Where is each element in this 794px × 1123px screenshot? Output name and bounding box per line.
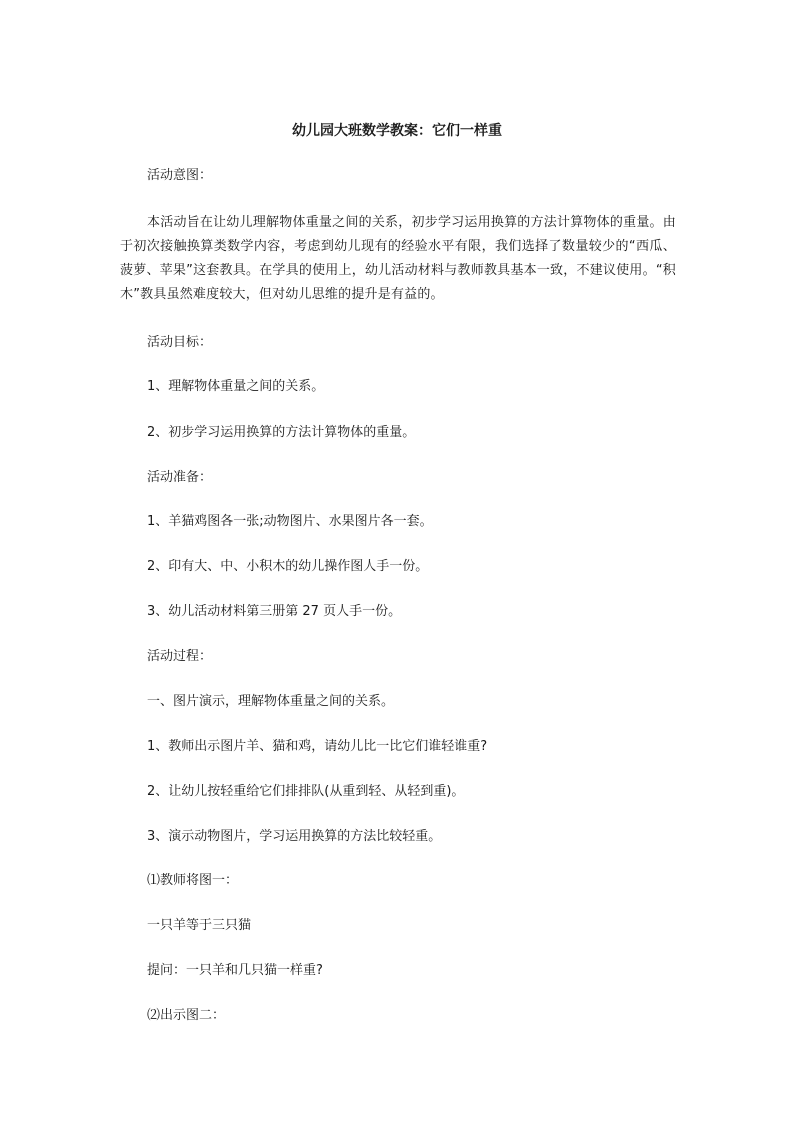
goal-item: 1、理解物体重量之间的关系。 [147,379,325,394]
document-title: 幼儿园大班数学教案：它们一样重 [292,123,502,139]
goal-item: 2、初步学习运用换算的方法计算物体的重量。 [147,425,416,440]
prep-item: 2、印有大、中、小积木的幼儿操作图人手一份。 [147,559,429,574]
process-step: 提问：一只羊和几只猫一样重? [147,963,323,978]
process-step: ⑵出示图二： [147,1008,226,1023]
process-step: 一、图片演示，理解物体重量之间的关系。 [147,694,395,709]
intent-heading: 活动意图： [147,168,213,183]
process-step: 2、让幼儿按轻重给它们排排队(从重到轻、从轻到重)。 [147,784,465,799]
prep-item: 1、羊猫鸡图各一张;动物图片、水果图片各一套。 [147,514,433,529]
prep-item: 3、幼儿活动材料第三册第 27 页人手一份。 [147,604,402,619]
process-heading: 活动过程： [147,649,213,664]
process-step: ⑴教师将图一： [147,873,239,888]
process-step: 一只羊等于三只猫 [147,918,252,933]
process-step: 1、教师出示图片羊、猫和鸡，请幼儿比一比它们谁轻谁重? [147,739,488,754]
goals-heading: 活动目标： [147,335,213,350]
prep-heading: 活动准备： [147,470,213,485]
process-step: 3、演示动物图片，学习运用换算的方法比较轻重。 [147,829,442,844]
intent-paragraph: 本活动旨在让幼儿理解物体重量之间的关系，初步学习运用换算的方法计算物体的重量。由于初次接触换算类数学内容，考虑到幼儿现有的经验水平有限，我们选择了数量较少的“西瓜、菠萝、苹果”这套教具。在学具的使用上，幼儿活动材料与教师教具基本一致，不建议使用。“积木”教具虽然难度较大，但对幼儿思维的提升是有益的。 [120,215,676,302]
